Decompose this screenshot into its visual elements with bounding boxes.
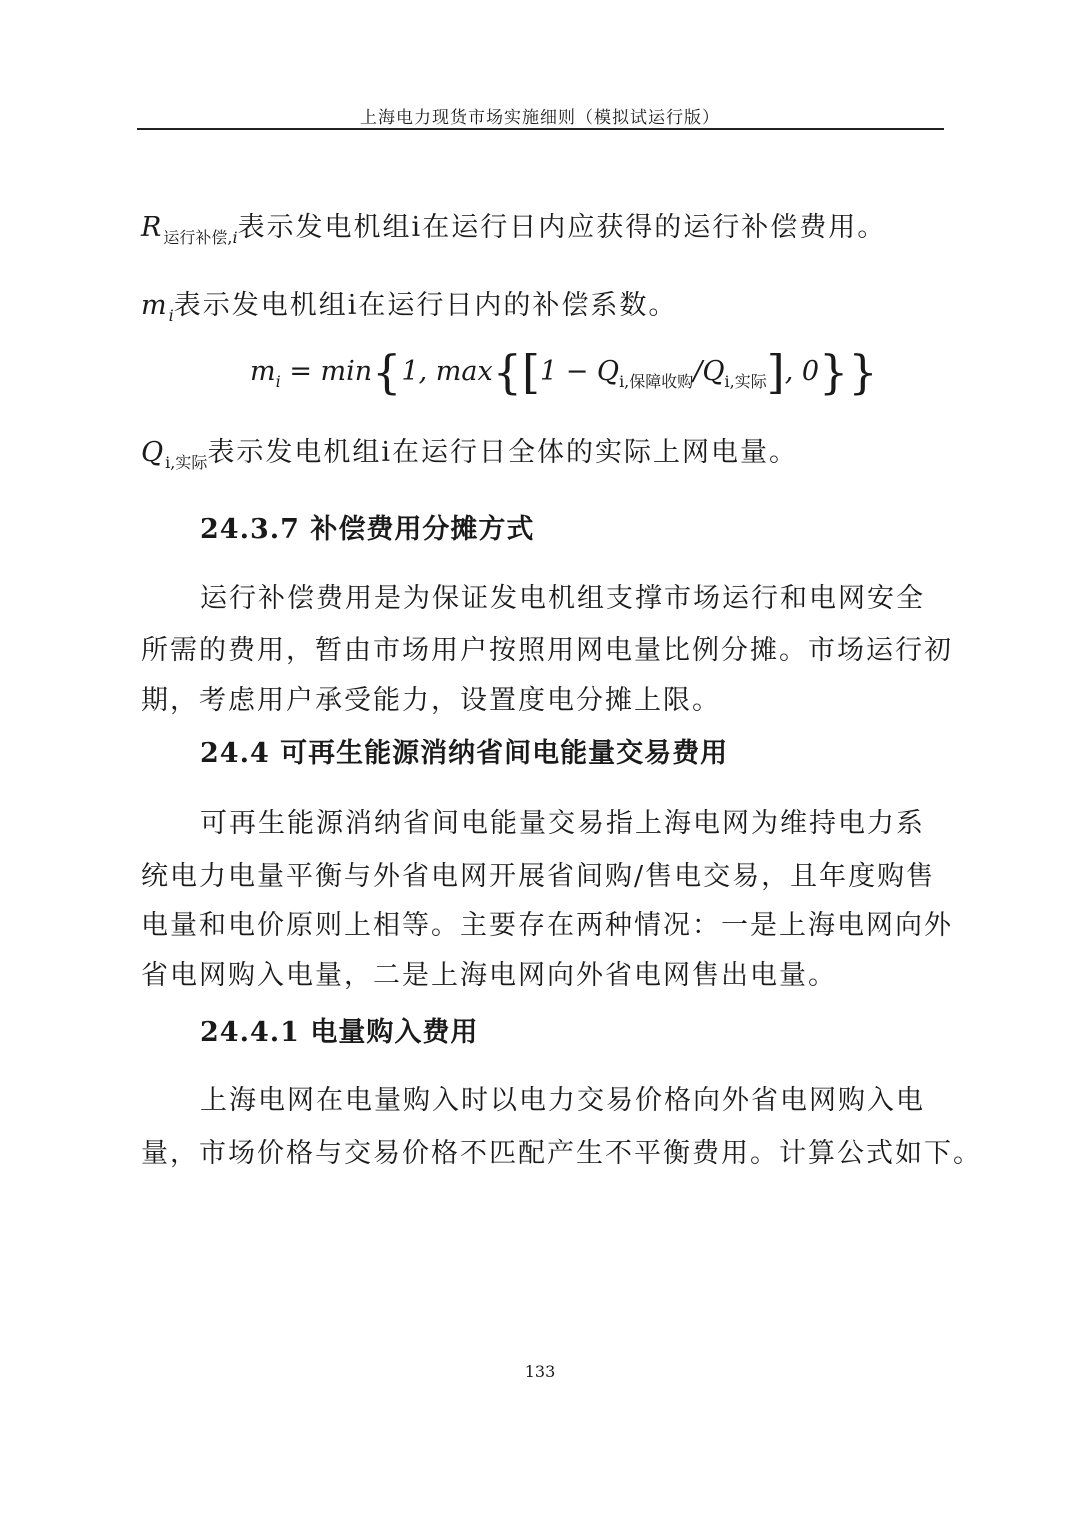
- r-subscript-i: i: [232, 228, 238, 247]
- para-244-line-3: 电量和电价原则上相等。主要存在两种情况：一是上海电网向外: [141, 910, 953, 941]
- m-text: 表示发电机组i在运行日内的补偿系数。: [173, 290, 678, 321]
- para-244-line-2: 统电力电量平衡与外省电网开展省间购/售电交易，且年度购售: [141, 861, 936, 892]
- formula-part1: 1, max: [401, 356, 493, 387]
- para-2441-line-1: 上海电网在电量购入时以电力交易价格向外省电网购入电: [200, 1085, 925, 1116]
- m-subscript: i: [168, 306, 174, 325]
- para-244-line-4: 省电网购入电量，二是上海电网向外省电网售出电量。: [141, 960, 837, 991]
- heading-24-3-7: 24.3.7 补偿费用分摊方式: [200, 514, 535, 545]
- para-2441-line-2: 量，市场价格与交易价格不匹配产生不平衡费用。计算公式如下。: [141, 1138, 982, 1169]
- m-symbol: m: [141, 290, 169, 321]
- formula-brace-close-2: }: [819, 345, 849, 399]
- formula-lhs: m: [250, 356, 276, 387]
- para-2437-line-1: 运行补偿费用是为保证发电机组支撑市场运行和电网安全: [200, 583, 925, 614]
- formula-brace-open-2: {: [492, 345, 522, 399]
- formula-brace-open-1: {: [372, 345, 402, 399]
- heading-24-4-1: 24.4.1 电量购入费用: [200, 1017, 479, 1048]
- r-text: 表示发电机组i在运行日内应获得的运行补偿费用。: [237, 212, 887, 243]
- formula-brace-close-1: }: [848, 345, 878, 399]
- r-definition: [141, 205, 944, 248]
- formula-bracket-open: [: [522, 345, 540, 399]
- para-244-line-1: 可再生能源消纳省间电能量交易指上海电网为维持电力系: [200, 808, 925, 839]
- compensation-formula: [250, 345, 878, 399]
- formula-part3: , 0: [784, 356, 820, 387]
- q-symbol: Q: [141, 437, 166, 468]
- para-2437-line-3: 期，考虑用户承受能力，设置度电分摊上限。: [141, 685, 721, 716]
- q-subscript: i,实际: [165, 453, 208, 472]
- m-definition: [141, 283, 944, 325]
- formula-part2: 1 − Q: [539, 356, 620, 387]
- page-number: 133: [524, 1362, 556, 1381]
- para-2437-line-2: 所需的费用，暂由市场用户按照用网电量比例分摊。市场运行初: [141, 635, 953, 666]
- r-symbol: R: [141, 212, 164, 243]
- formula-bracket-close: ]: [766, 345, 785, 399]
- formula-eq: = min: [280, 356, 373, 387]
- r-subscript: 运行补偿,: [163, 228, 233, 247]
- formula-lhs-sub: i: [275, 372, 281, 391]
- q-definition: [141, 430, 944, 473]
- header-rule: [137, 128, 944, 130]
- q-text: 表示发电机组i在运行日全体的实际上网电量。: [207, 437, 798, 468]
- formula-slash: /Q: [693, 356, 725, 387]
- formula-sub-guarantee: i,保障收购: [619, 372, 694, 391]
- heading-24-4: 24.4 可再生能源消纳省间电能量交易费用: [200, 738, 729, 769]
- page-header: 上海电力现货市场实施细则（模拟试运行版）: [360, 108, 720, 128]
- formula-sub-actual: i,实际: [724, 372, 767, 391]
